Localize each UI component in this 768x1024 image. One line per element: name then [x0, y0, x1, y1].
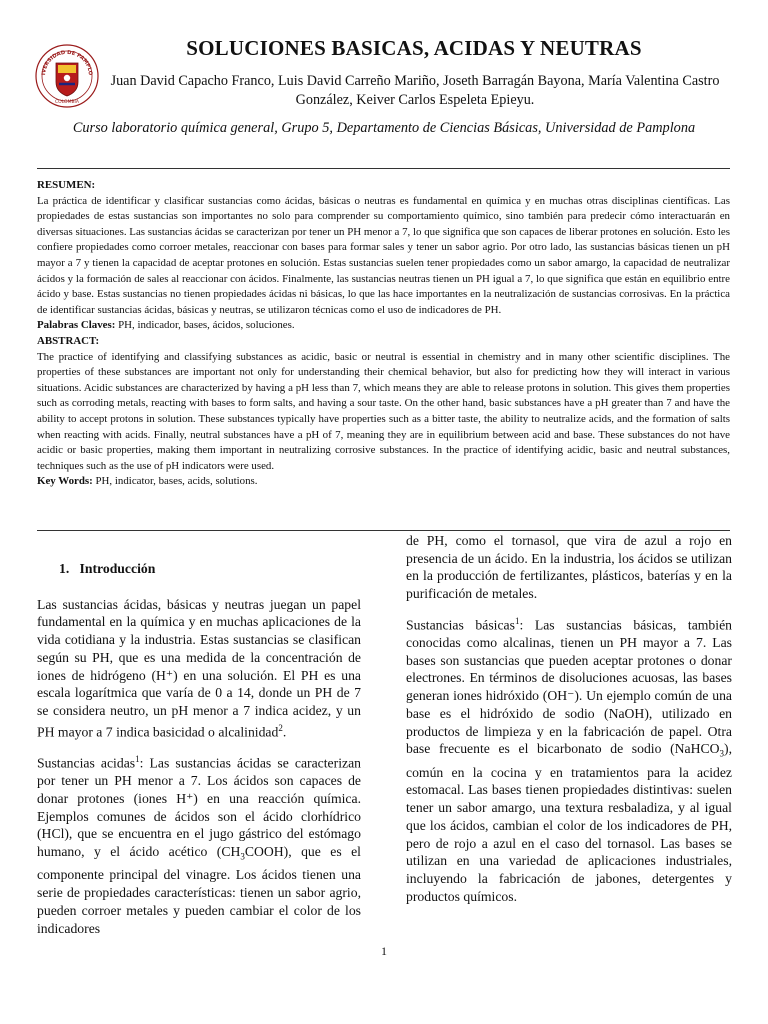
svg-text:COLOMBIA: COLOMBIA	[55, 100, 79, 105]
paper-title: SOLUCIONES BASICAS, ACIDAS Y NEUTRAS	[186, 36, 642, 60]
key-words	[37, 474, 730, 490]
abstract-divider	[37, 530, 730, 531]
palabras-claves-text: PH, indicador, bases, ácidos, soluciones.	[115, 319, 295, 332]
affiliation: Curso laboratorio química general, Grupo 5, Departamento de Ciencias Básicas, Universidad de Pamplona	[72, 120, 696, 136]
acid-paragraph-cont: de PH, como el tornasol, que vira de azul a rojo en presencia de un ácido. En la industria, los ácidos se utilizan en la producción de fertilizantes, plásticos, baterías y en la purificación de metales.	[406, 533, 732, 602]
citation-ref: 1	[135, 753, 140, 764]
base-text-cont: ), común en la cocina y en tratamientos para la acidez estomacal. Las bases tienen propiedades distintivas: suelen tener un sabor amargo, una textura resbaladiza, y al igual que los ácidos, cambian el color de los indicadores de PH, pero de rojo a azul en el caso del tornasol. Las bases se utilizan en una variedad de aplicaciones industriales, incluyendo la fabricación de jabones, detergentes y productos químicos.	[406, 741, 732, 904]
section-title: Introducción	[79, 561, 156, 576]
palabras-claves-label: Palabras Claves:	[37, 319, 116, 332]
page-number: 1	[381, 944, 387, 958]
abstract-heading: ABSTRACT:	[37, 334, 100, 347]
university-seal-icon	[34, 36, 100, 122]
subscript: 3	[240, 851, 245, 862]
section-heading	[59, 560, 361, 578]
intro-end: .	[282, 724, 287, 740]
subscript: 3	[719, 749, 725, 760]
acid-label: Sustancias acidas	[37, 755, 136, 771]
citation-ref: 1	[514, 615, 520, 626]
key-words-text: PH, indicator, bases, acids, solutions.	[92, 475, 258, 488]
acid-text-cont: COOH), que es el componente principal del vinagre. Los ácidos tienen una serie de propiedades características: tienen un sabor agrio, pueden corroer metales y pueden cambiar el color de los indicadores	[37, 843, 361, 936]
header-divider	[37, 168, 730, 169]
resumen-heading: RESUMEN:	[37, 179, 96, 191]
abstract-block	[37, 178, 730, 490]
abstract-text: The practice of identifying and classifying substances as acidic, basic or neutral is essential in chemistry and in many other scientific disciplines. The properties of these substances are important not only for understanding their chemical behavior, but also for predicting how they will interact in various situations. Acidic substances are characterized by having a pH less than 7, which means they are able to release protons in solution. This gives them properties such as corroding metals, reacting with bases to form salts, and having a sour taste. On the other hand, basic substances have a pH greater than 7 and have the ability to accept protons in solution. These substances typically have properties such as a bitter taste, the ability to neutralize acids, and the formation of salts when reacting with acids. Finally, neutral substances have a pH of 7, meaning they are in equilibrium between acid and base. These substances do not have acidic or basic properties, making them important in neutralizing corrosive substances. In the practice of identifying acidic, basic and neutral substances, techniques such as the use of pH indicators were used.	[37, 350, 730, 472]
base-paragraph	[406, 613, 732, 906]
base-label: Sustancias básicas	[406, 617, 515, 633]
palabras-claves	[37, 318, 730, 334]
svg-text:UNIVERSIDAD DE PAMPLONA: IVERSIDAD DE PAMPLO	[41, 49, 94, 76]
author-list: Juan David Capacho Franco, Luis David Carreño Mariño, Joseth Barragán Bayona, María Valentina Castro González, Keiver Carlos Espeleta Epieyu.	[110, 73, 720, 108]
intro-paragraph	[37, 596, 361, 741]
right-column	[406, 532, 732, 915]
acid-paragraph	[37, 751, 361, 937]
section-number: 1.	[59, 561, 70, 576]
acid-text: : Las sustancias ácidas se caracterizan por tener un PH menor a 7. Los ácidos son capaces de donar protones (iones H⁺) en una reacción química. Ejemplos comunes de ácidos son el ácido clorhídrico (HCl), que se encuentra en el jugo gástrico del estómago humano, y el ácido acético (CH	[37, 755, 361, 859]
intro-text: Las sustancias ácidas, básicas y neutras juegan un papel fundamental en la química y en muchas aplicaciones de la vida cotidiana y la industria. Estas sustancias se clasifican según su PH, que es una medida de la concentración de iones de hidrógeno (H⁺) en una solución. El PH es una escala logarítmica que varía de 0 a 14, donde un PH de 7 se considera neutro, un pH menor a 7 indica acidez, y un PH mayor a 7 indica basicidad o alcalinidad	[37, 596, 361, 740]
resumen-text: La práctica de identificar y clasificar sustancias como ácidas, básicas o neutras es fundamental en química y en muchas otras disciplinas científicas. Las propiedades de estas sustancias son importantes no solo para comprender su comportamiento químico, sino también para predecir cómo interactuarán en diversas situaciones. Las sustancias ácidas se caracterizan por tener un PH menor a 7, lo que significa que son capaces de liberar protones en solución. Esto les confiere propiedades como corroer metales, reaccionar con bases para formar sales y tener un sabor agrio. Por otro lado, las sustancias básicas tienen un pH mayor a 7 y tienen la capacidad de aceptar protones en solución. Estas sustancias suelen tener propiedades como un sabor amargo, la capacidad de neutralizar ácidos y la formación de sales al reaccionar con ácidos. Finalmente, las sustancias neutras tienen un PH igual a 7, lo que significa que están en equilibrio entre ácido y base. Estas sustancias no tienen propiedades ácidas ni básicas, lo que las hace importantes en la neutralización de sustancias corrosivas. En la práctica de identificar sustancias ácidas, básicas y neutras, se utilizaron técnicas como el uso de indicadores de PH.	[37, 194, 730, 316]
base-text: : Las sustancias básicas, también conocidas como alcalinas, tienen un PH mayor a 7. Las bases son sustancias que pueden aceptar protones o donar electrones. En términos de disoluciones acuosas, las bases generan iones hidróxido (OH⁻). Un ejemplo común de una base es el hidróxido de sodio (NaOH), utilizado en productos de limpieza y en la fabricación de papel. Otra base frecuente es el bicarbonato de sodio (NaHCO	[406, 617, 733, 757]
key-words-label: Key Words:	[37, 475, 93, 488]
left-column	[37, 560, 361, 947]
citation-ref: 2	[278, 722, 283, 733]
